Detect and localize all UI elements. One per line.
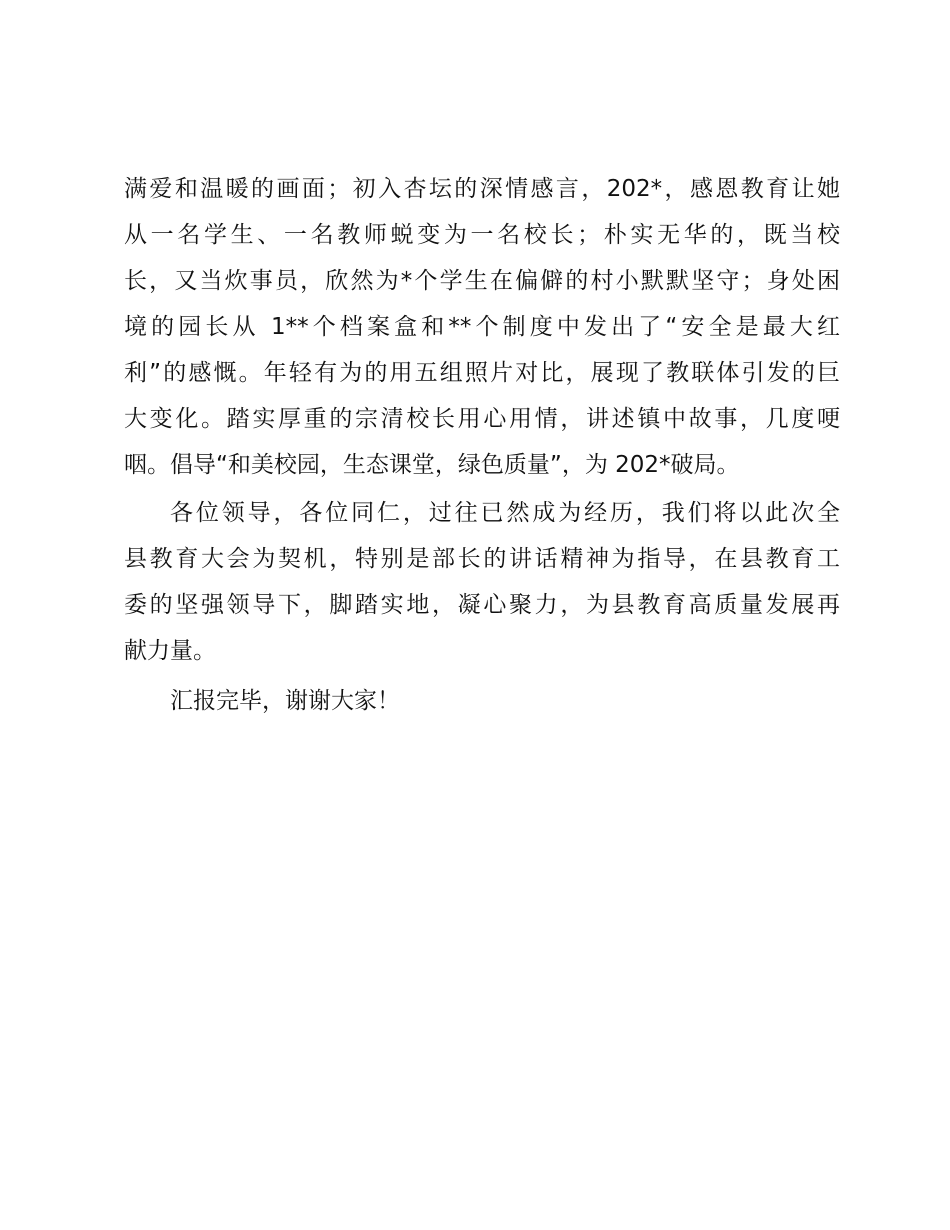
text-line: 汇报完毕，谢谢大家！ [170,688,400,714]
text-line: 从一名学生、一名教师蜕变为一名校长；朴实无华的，既当校 [124,222,840,248]
text-line: 各位领导，各位同仁，过往已然成为经历，我们将以此次全 [170,500,840,526]
text-line: 县教育大会为契机，特别是部长的讲话精神为指导，在县教育工 [124,546,840,572]
text-line: 利”的感慨。年轻有为的用五组照片对比，展现了教联体引发的巨 [124,360,840,386]
paragraph-3 [124,678,840,724]
text-line: 境的园长从 1**个档案盒和**个制度中发出了“安全是最大红 [124,314,840,340]
text-line: 大变化。踏实厚重的宗清校长用心用情，讲述镇中故事，几度哽 [124,406,840,432]
text-line: 长，又当炊事员，欣然为*个学生在偏僻的村小默默坚守；身处困 [124,268,840,294]
text-line: 献力量。 [124,638,216,664]
text-line: 满爱和温暖的画面；初入杏坛的深情感言，202*，感恩教育让她 [124,176,840,202]
document-page [124,166,840,724]
text-line: 委的坚强领导下，脚踏实地，凝心聚力，为县教育高质量发展再 [124,592,840,618]
text-line: 咽。倡导“和美校园，生态课堂，绿色质量”，为 202*破局。 [124,452,740,478]
paragraph-2 [124,490,840,674]
paragraph-1 [124,166,840,488]
